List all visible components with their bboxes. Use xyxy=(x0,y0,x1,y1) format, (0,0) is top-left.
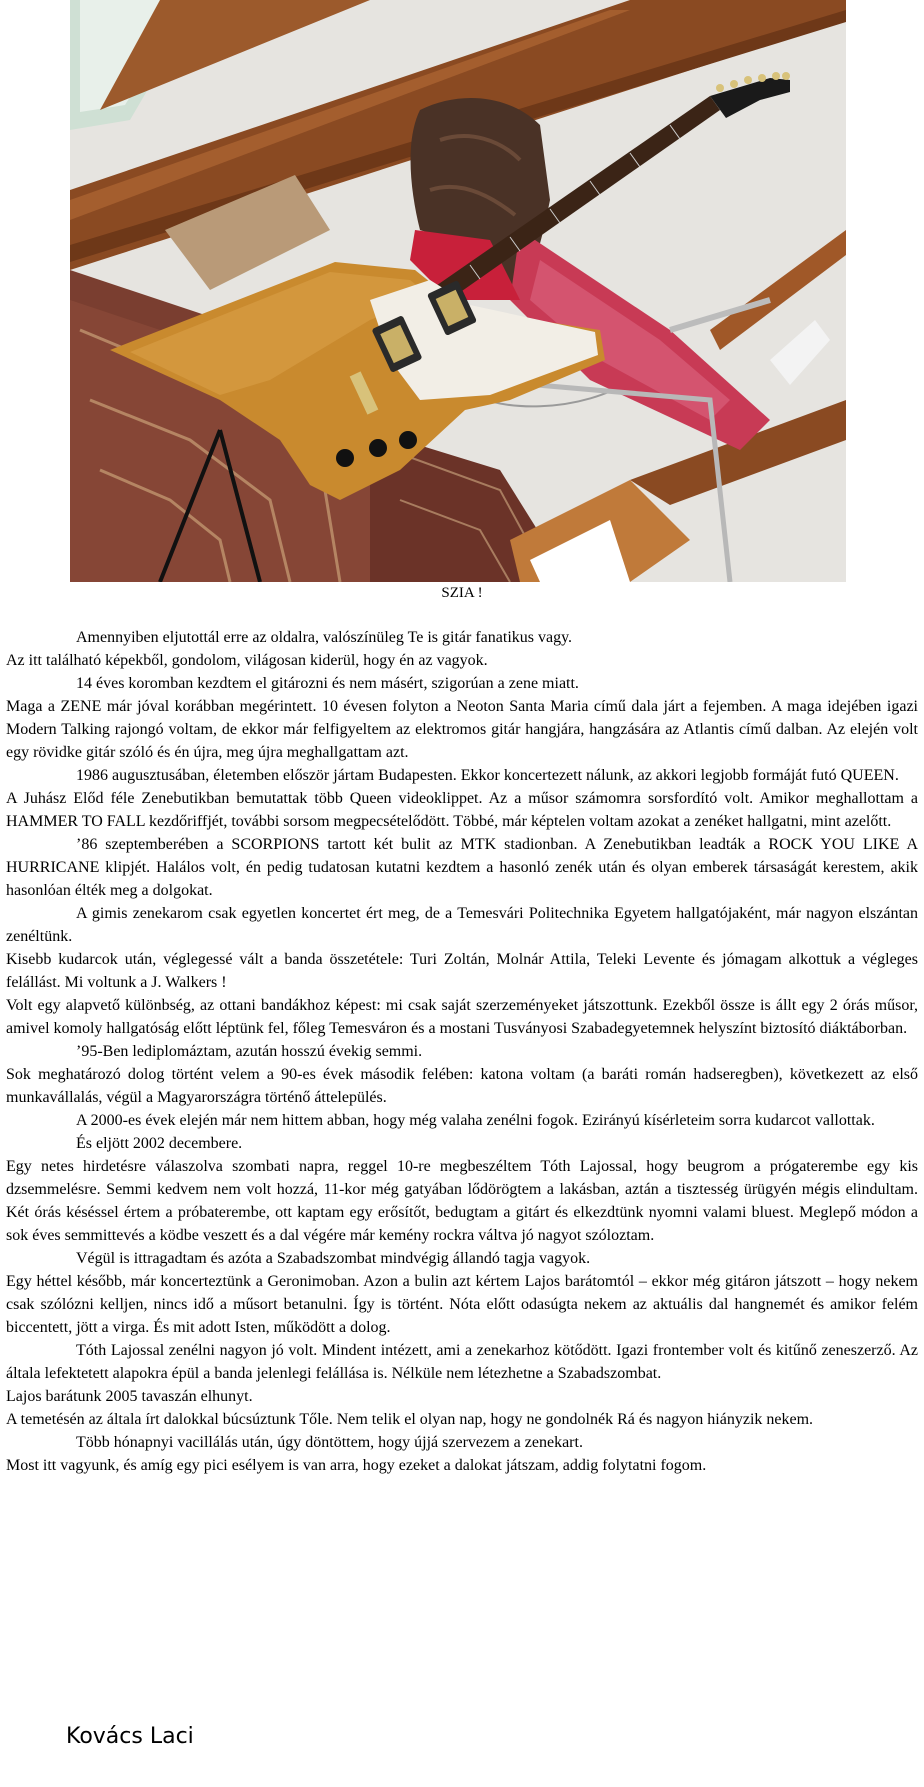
paragraph: Sok meghatározó dolog történt velem a 90-es évek második felében: katona voltam (a baráti román hadseregben), következett az első munkavállalás, végül a Magyarországra történő áttelepülés. xyxy=(6,1066,918,1106)
paragraph: A gimis zenekarom csak egyetlen koncertet ért meg, de a Temesvári Politechnika Egyetem hallgatójaként, már nagyon elszántan zenéltünk. xyxy=(6,905,918,945)
paragraph: A 2000-es évek elején már nem hittem abban, hogy még valaha zenélni fogok. Ezirányú kísérleteim sorra kudarcot vallottak. xyxy=(76,1112,875,1129)
paragraph: Amennyiben eljutottál erre az oldalra, valószínüleg Te is gitár fanatikus vagy. xyxy=(76,629,573,646)
paragraph: Kisebb kudarcok után, véglegessé vált a banda összetétele: Turi Zoltán, Molnár Attila, Teleki Levente és jómagam alkottuk a végleges felállást. Mi voltunk a J. Walkers ! xyxy=(6,951,918,991)
paragraph: Végül is ittragadtam és azóta a Szabadszombat mindvégig állandó tagja vagyok. xyxy=(76,1250,591,1267)
author-signature: Kovács Laci xyxy=(66,1724,194,1749)
paragraph: ’86 szeptemberében a SCORPIONS tartott két bulit az MTK stadionban. A Zenebutikban leadták a ROCK YOU LIKE A HURRICANE klipjét. Halálos volt, én pedig tudatosan kutatni kezdtem a hasonló zenék után és olyan emberek társaságát kerestem, akik hasonlóan élték meg a dolgokat. xyxy=(6,836,918,899)
article-body xyxy=(6,626,918,1477)
paragraph: ’95-Ben lediplomáztam, azután hosszú évekig semmi. xyxy=(76,1043,423,1060)
paragraph: Egy héttel később, már koncerteztünk a Geronimoban. Azon a bulin azt kértem Lajos barátomtól – ekkor még gitáron játszott – hogy nekem csak szólózni kelljen, nincs idő a műsort betanulni. Így is történt. Nóta előtt odasúgta nekem az aktuális dal hangnemét és amikor felém biccentett, jött a virga. És mit adott Isten, működött a dolog. xyxy=(6,1273,918,1336)
paragraph: Most itt vagyunk, és amíg egy pici esélyem is van arra, hogy ezeket a dalokat játszam, addig folytatni fogom. xyxy=(6,1457,707,1474)
paragraph: 1986 augusztusában, életemben először jártam Budapesten. Ekkor koncertezett nálunk, az akkori legjobb formáját futó QUEEN. xyxy=(76,767,899,784)
paragraph: 14 éves koromban kezdtem el gitározni és nem másért, szigorúan a zene miatt. xyxy=(76,675,579,692)
paragraph: A temetésén az általa írt dalokkal búcsúztunk Tőle. Nem telik el olyan nap, hogy ne gondolnék Rá és nagyon hiányzik nekem. xyxy=(6,1411,814,1428)
paragraph: És eljött 2002 decembere. xyxy=(76,1135,243,1152)
paragraph: Egy netes hirdetésre válaszolva szombati napra, reggel 10-re megbeszéltem Tóth Lajossal, hogy beugrom a prógaterembe egy kis dzsemmelésre. Semmi kedvem nem volt hozzá, 11-kor még gatyában lődörögtem a lakásban, aztán a tisztesség ürügyén mégis elindultam. Két órás késéssel értem a próbaterembe, ott kaptam egy erősítőt, bedugtam a gitárt és elkezdtünk nyomni valami bluest. Meglepő módon a sok éves semmittevés a ködbe veszett és a dal végére már kemény rockra váltva jó nagyot szóloztam. xyxy=(6,1158,918,1244)
photo-caption: SZIA ! xyxy=(441,585,483,601)
paragraph: A Juhász Előd féle Zenebutikban bemutattak több Queen videoklippet. Az a műsor számomra sorsfordító volt. Amikor meghallottam a HAMMER TO FALL kezdőriffjét, további sorsom megpecsételődött. Többé, már képtelen voltam azokat a zenéket hallgatni, mint azelőtt. xyxy=(6,790,918,830)
paragraph: Volt egy alapvető különbség, az ottani bandákhoz képest: mi csak saját szerzeményeket játszottunk. Ezekből össze is állt egy 2 órás műsor, amivel komoly hallgatóság előtt léptünk fel, főleg Temesváron és a mostani Tusványosi Szabadegyetemnek helyszínt biztosító diáktáborban. xyxy=(6,997,918,1037)
paragraph: Maga a ZENE már jóval korábban megérintett. 10 évesen folyton a Neoton Santa Maria című dala járt a fejemben. A maga idejében igazi Modern Talking rajongó voltam, de ekkor már felfigyeltem az elektromos gitár hangjára, hangzására az Atlantis című dalban. Az elején volt egy rövidke gitár szóló és én újra, meg újra meghallgattam azt. xyxy=(6,698,918,761)
paragraph: Tóth Lajossal zenélni nagyon jó volt. Mindent intézett, ami a zenekarhoz kötődött. Igazi frontember volt és kitűnő zeneszerző. Az általa lefektetett alapokra épül a banda jelenlegi felállása is. Nélküle nem létezhetne a Szabadszombat. xyxy=(6,1342,918,1382)
guitar-photo xyxy=(70,0,846,582)
paragraph: Lajos barátunk 2005 tavaszán elhunyt. xyxy=(6,1388,253,1405)
paragraph: Az itt található képekből, gondolom, világosan kiderül, hogy én az vagyok. xyxy=(6,652,488,669)
paragraph: Több hónapnyi vacillálás után, úgy döntöttem, hogy újjá szervezem a zenekart. xyxy=(76,1434,583,1451)
